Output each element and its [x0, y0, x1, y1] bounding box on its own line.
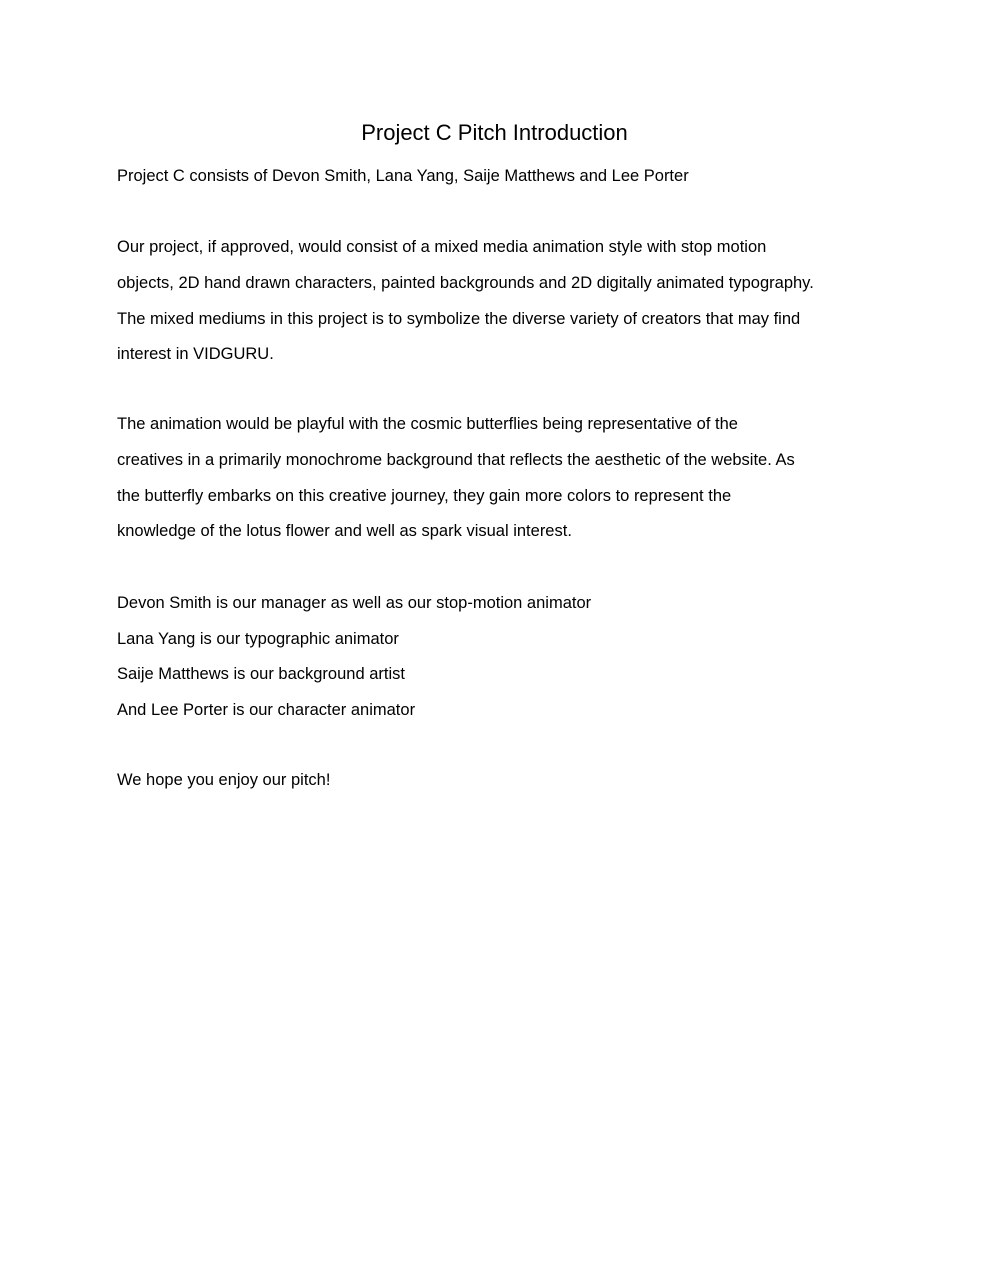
intro-line: Project C consists of Devon Smith, Lana Yang, Saije Matthews and Lee Porter — [117, 167, 689, 185]
document-title: Project C Pitch Introduction — [361, 120, 628, 145]
paragraph-line: interest in VIDGURU. — [117, 345, 274, 364]
role-line: And Lee Porter is our character animator — [117, 700, 416, 719]
paragraph-line: creatives in a primarily monochrome background that reflects the aesthetic of the website. As — [117, 450, 795, 469]
paragraph-line: the butterfly embarks on this creative journey, they gain more colors to represent the — [117, 486, 732, 505]
paragraph-line: The animation would be playful with the cosmic butterflies being representative of the — [117, 415, 738, 433]
role-line: Devon Smith is our manager as well as our stop-motion animator — [117, 594, 592, 612]
paragraph-line: objects, 2D hand drawn characters, painted backgrounds and 2D digitally animated typography. — [117, 273, 814, 292]
role-line: Saije Matthews is our background artist — [117, 665, 405, 684]
paragraph-line: knowledge of the lotus flower and well as spark visual interest. — [117, 522, 572, 541]
team-roles-list — [117, 586, 917, 728]
paragraph-project-description — [117, 230, 907, 373]
paragraph-line: Our project, if approved, would consist of a mixed media animation style with stop motion — [117, 238, 767, 256]
role-line: Lana Yang is our typographic animator — [117, 629, 399, 648]
paragraph-animation-description — [117, 407, 907, 550]
paragraph-line: The mixed mediums in this project is to symbolize the diverse variety of creators that may find — [117, 309, 801, 328]
closing-line: We hope you enjoy our pitch! — [117, 771, 331, 789]
